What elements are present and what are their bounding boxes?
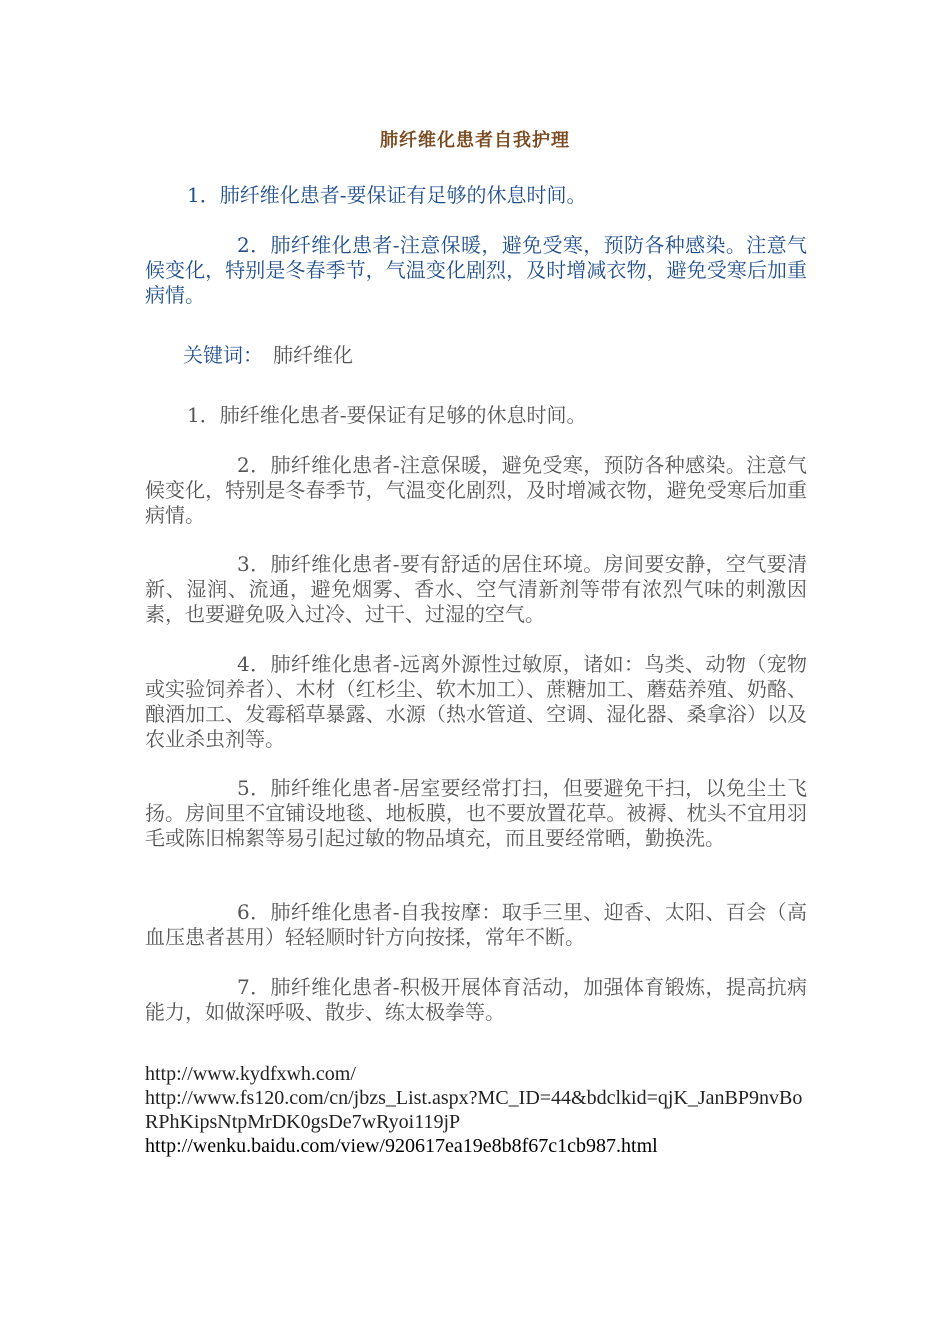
body-item-4: 4．肺纤维化患者-远离外源性过敏原，诸如：鸟类、动物（宠物或实验饲养者）、木材（红杉尘、软木加工）、蔗糖加工、蘑菇养殖、奶酪、酿酒加工、发霉稻草暴露、水源（热水管道、空调、湿化器、桑拿浴）以及农业杀虫剂等。 [145, 652, 807, 751]
body-item-7: 7．肺纤维化患者-积极开展体育活动，加强体育锻炼，提高抗病能力，如做深呼吸、散步、练太极拳等。 [145, 975, 807, 1024]
body-item-1: 1．肺纤维化患者-要保证有足够的休息时间。 [187, 403, 587, 427]
reference-link[interactable]: http://www.fs120.com/cn/jbzs_List.aspx?MC_ID=44&bdclkid=qjK_JanBP9nvBoRPhKipsNtpMrDK0gsDe7wRyoi119jP [145, 1087, 803, 1133]
body-item-3: 3．肺纤维化患者-要有舒适的居住环境。房间要安静，空气要清新、湿润、流通，避免烟雾、香水、空气清新剂等带有浓烈气味的刺激因素，也要避免吸入过冷、过干、过湿的空气。 [145, 552, 807, 626]
reference-link[interactable]: http://www.kydfxwh.com/ [145, 1063, 356, 1085]
document-title: 肺纤维化患者自我护理 [380, 130, 570, 151]
summary-item-2: 2．肺纤维化患者-注意保暖，避免受寒，预防各种感染。注意气候变化，特别是冬春季节，气温变化剧烈，及时增减衣物，避免受寒后加重病情。 [145, 233, 807, 307]
summary-item-1: 1．肺纤维化患者-要保证有足够的休息时间。 [187, 183, 587, 207]
body-item-5: 5．肺纤维化患者-居室要经常打扫，但要避免干扫，以免尘土飞扬。房间里不宜铺设地毯、地板膜，也不要放置花草。被褥、枕头不宜用羽毛或陈旧棉絮等易引起过敏的物品填充，而且要经常晒，勤换洗。 [145, 776, 807, 850]
body-item-2: 2．肺纤维化患者-注意保暖，避免受寒，预防各种感染。注意气候变化，特别是冬春季节，气温变化剧烈，及时增减衣物，避免受寒后加重病情。 [145, 453, 807, 527]
keywords-line [183, 343, 353, 368]
keywords-value: 肺纤维化 [273, 343, 353, 367]
body-item-6: 6．肺纤维化患者-自我按摩：取手三里、迎香、太阳、百会（高血压患者甚用）轻轻顺时针方向按揉，常年不断。 [145, 900, 807, 949]
keywords-label: 关键词： [183, 343, 263, 367]
reference-link[interactable]: http://wenku.baidu.com/view/920617ea19e8b8f67c1cb987.html [145, 1135, 658, 1157]
reference-links [145, 1062, 815, 1158]
